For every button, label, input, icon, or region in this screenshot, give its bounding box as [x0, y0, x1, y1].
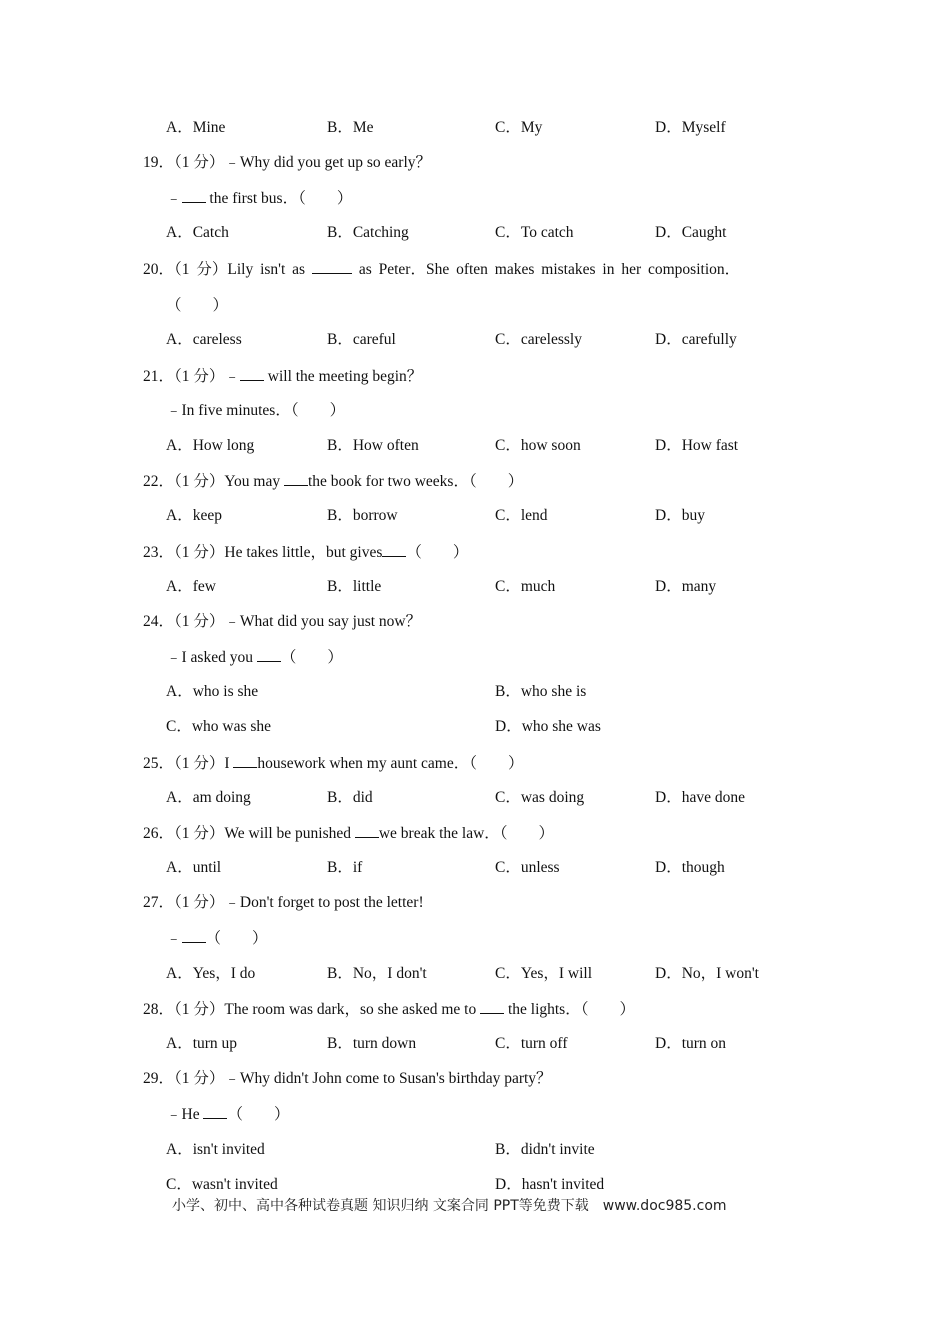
answer-blank [182, 188, 206, 203]
q27-line2: ﹣ （ ） [166, 930, 268, 947]
q18-option-c: C．My [495, 119, 543, 136]
q21-option-d: D．How fast [655, 437, 739, 454]
q28-option-a: A．turn up [166, 1035, 238, 1052]
q20-stem: 20．（1 分）Lily isn't as as Peter．She often makes mistakes in her composition． [143, 261, 741, 278]
q24-option-b: B．who she is [495, 683, 587, 700]
answer-blank [382, 542, 406, 557]
q28-option-c: C．turn off [495, 1035, 568, 1052]
q26-stem: 26．（1 分）We will be punished we break the law．（ ） [143, 825, 555, 842]
q29-stem: 29．（1 分）﹣Why didn't John come to Susan's birthday party？ [143, 1070, 552, 1087]
q27-option-a: A．Yes，I do [166, 965, 256, 982]
q27-option-d: D．No，I won't [655, 965, 759, 982]
q25-stem: 25．（1 分）I housework when my aunt came．（ ） [143, 755, 524, 772]
q29-option-d: D．hasn't invited [495, 1176, 605, 1193]
q20-option-a: A．careless [166, 331, 242, 348]
answer-blank [480, 999, 504, 1014]
q19-option-a: A．Catch [166, 224, 229, 241]
q28-stem: 28．（1 分）The room was dark，so she asked me to the lights．（ ） [143, 1001, 635, 1018]
q21-line2: ﹣In five minutes．（ ） [166, 402, 346, 419]
q20-option-b: B．careful [327, 331, 396, 348]
q28-option-d: D．turn on [655, 1035, 727, 1052]
q27-stem: 27．（1 分）﹣Don't forget to post the letter! [143, 894, 424, 911]
q21-option-c: C．how soon [495, 437, 581, 454]
q23-option-a: A．few [166, 578, 216, 595]
answer-blank [257, 647, 281, 662]
answer-blank [312, 259, 352, 274]
q27-option-b: B．No，I don't [327, 965, 427, 982]
answer-blank [284, 471, 308, 486]
answer-blank [355, 823, 379, 838]
q26-option-a: A．until [166, 859, 222, 876]
q20-option-c: C．carelessly [495, 331, 582, 348]
q21-option-a: A．How long [166, 437, 255, 454]
answer-blank [203, 1104, 227, 1119]
q25-option-d: D．have done [655, 789, 745, 806]
q26-option-d: D．though [655, 859, 725, 876]
q19-option-d: D．Caught [655, 224, 727, 241]
q22-option-c: C．lend [495, 507, 548, 524]
q18-option-b: B．Me [327, 119, 374, 136]
q22-option-b: B．borrow [327, 507, 398, 524]
q29-option-c: C．wasn't invited [166, 1176, 278, 1193]
q29-option-b: B．didn't invite [495, 1141, 595, 1158]
q20-answer-paren: （ ） [166, 297, 229, 314]
q22-option-a: A．keep [166, 507, 222, 524]
q24-option-c: C．who was she [166, 718, 272, 735]
q23-option-c: C．much [495, 578, 556, 595]
answer-blank [182, 928, 206, 943]
q22-stem: 22．（1 分）You may the book for two weeks．（ ） [143, 473, 524, 490]
q28-option-b: B．turn down [327, 1035, 417, 1052]
q22-option-d: D．buy [655, 507, 705, 524]
q20-option-d: D．carefully [655, 331, 737, 348]
q23-option-d: D．many [655, 578, 717, 595]
q19-stem: 19．（1 分）﹣Why did you get up so early？ [143, 154, 432, 171]
q25-option-b: B．did [327, 789, 373, 806]
q18-option-d: D．Myself [655, 119, 726, 136]
q19-option-c: C．To catch [495, 224, 574, 241]
q29-option-a: A．isn't invited [166, 1141, 265, 1158]
q18-option-a: A．Mine [166, 119, 226, 136]
q24-line2: ﹣I asked you （ ） [166, 649, 343, 666]
answer-blank [233, 753, 257, 768]
q21-option-b: B．How often [327, 437, 419, 454]
q24-option-d: D．who she was [495, 718, 601, 735]
q23-option-b: B．little [327, 578, 382, 595]
q24-stem: 24．（1 分）﹣What did you say just now？ [143, 613, 422, 630]
q25-option-c: C．was doing [495, 789, 585, 806]
q25-option-a: A．am doing [166, 789, 251, 806]
q23-stem: 23．（1 分）He takes little，but gives （ ） [143, 544, 469, 561]
q21-stem: 21．（1 分）﹣ will the meeting begin？ [143, 368, 423, 385]
q29-line2: ﹣He （ ） [166, 1106, 290, 1123]
q19-option-b: B．Catching [327, 224, 409, 241]
q24-option-a: A．who is she [166, 683, 259, 700]
q26-option-c: C．unless [495, 859, 560, 876]
answer-blank [240, 366, 264, 381]
footer-watermark: 小学、初中、高中各种试卷真题 知识归纳 文案合同 PPT等免费下载 www.doc985.com [172, 1198, 727, 1214]
q19-line2: ﹣ the first bus．（ ） [166, 190, 353, 207]
q26-option-b: B．if [327, 859, 363, 876]
q27-option-c: C．Yes，I will [495, 965, 593, 982]
